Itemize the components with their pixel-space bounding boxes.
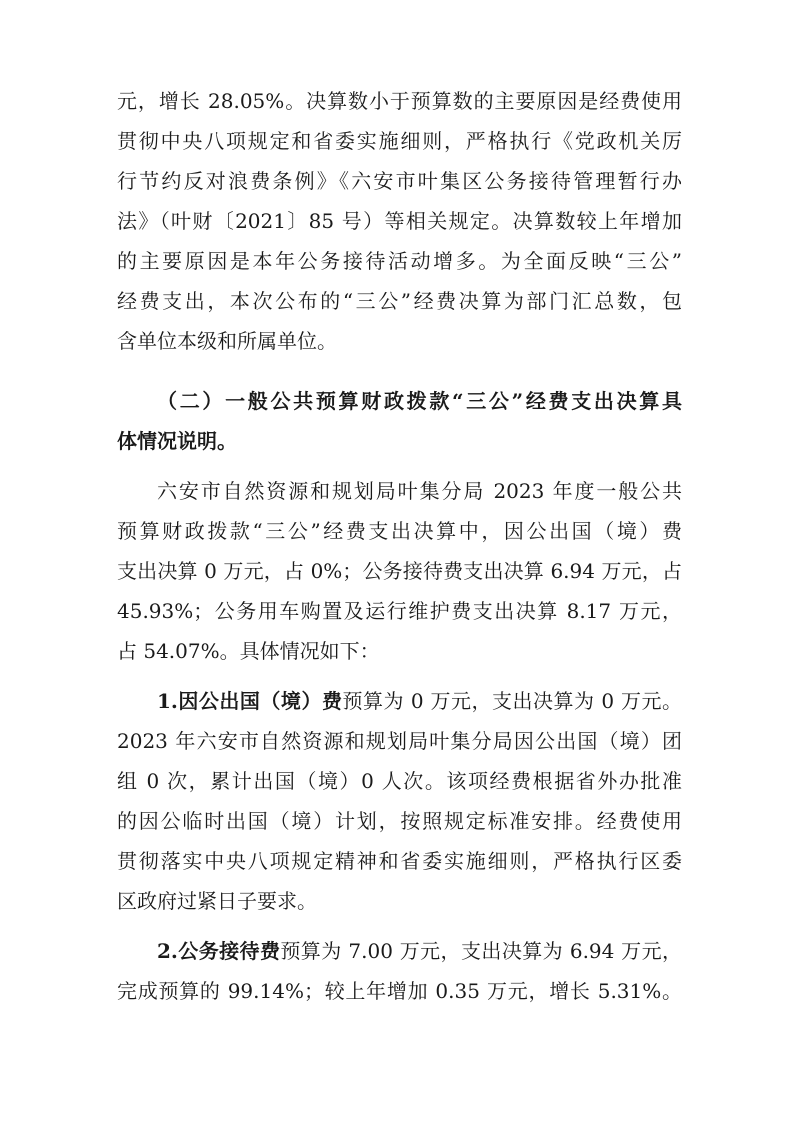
paragraph-line: 元，增长 28.05%。决算数小于预算数的主要原因是经费使用 — [117, 89, 682, 113]
paragraph-line: 45.93%；公务用车购置及运行维护费支出决算 8.17 万元， — [117, 599, 682, 623]
section-heading: （二）一般公共预算财政拨款“三公”经费支出决算具 — [157, 389, 682, 413]
paragraph-line: 组 0 次，累计出国（境）0 人次。该项经费根据省外办批准 — [117, 769, 682, 793]
paragraph-line: 区政府过紧日子要求。 — [117, 889, 317, 913]
item-2-first-line — [117, 931, 682, 971]
item-2-label: 2.公务接待费 — [157, 939, 281, 963]
paragraph-line: 2023 年六安市自然资源和规划局叶集分局因公出国（境）团 — [117, 729, 682, 753]
paragraph-line: 完成预算的 99.14%；较上年增加 0.35 万元，增长 5.31%。 — [117, 979, 682, 1003]
paragraph-line: 经费支出，本次公布的“三公”经费决算为部门汇总数，包 — [117, 289, 682, 313]
paragraph-line: 的主要原因是本年公务接待活动增多。为全面反映“三公” — [117, 249, 682, 273]
paragraph-line: 含单位本级和所属单位。 — [117, 329, 337, 353]
paragraph-line: 预算财政拨款“三公”经费支出决算中，因公出国（境）费 — [117, 519, 682, 543]
paragraph-line: 六安市自然资源和规划局叶集分局 2023 年度一般公共 — [157, 479, 682, 503]
paragraph-line: 行节约反对浪费条例》《六安市叶集区公务接待管理暂行办 — [117, 169, 682, 193]
section-heading-continued: 体情况说明。 — [117, 429, 237, 453]
paragraph-line: 法》（叶财〔2021〕85 号）等相关规定。决算数较上年增加 — [117, 209, 682, 233]
paragraph-line: 占 54.07%。具体情况如下： — [117, 639, 380, 663]
item-1-first-line — [117, 681, 682, 721]
item-1-text: 预算为 0 万元，支出决算为 0 万元。 — [342, 689, 682, 713]
paragraph-line: 的因公临时出国（境）计划，按照规定标准安排。经费使用 — [117, 809, 682, 833]
paragraph-line: 贯彻中央八项规定和省委实施细则，严格执行《党政机关厉 — [117, 129, 682, 153]
item-2-text: 预算为 7.00 万元，支出决算为 6.94 万元， — [280, 939, 682, 963]
item-1-label: 1.因公出国（境）费 — [157, 689, 343, 713]
paragraph-line: 贯彻落实中央八项规定精神和省委实施细则，严格执行区委 — [117, 849, 682, 873]
paragraph-line: 支出决算 0 万元，占 0%；公务接待费支出决算 6.94 万元，占 — [117, 559, 682, 583]
